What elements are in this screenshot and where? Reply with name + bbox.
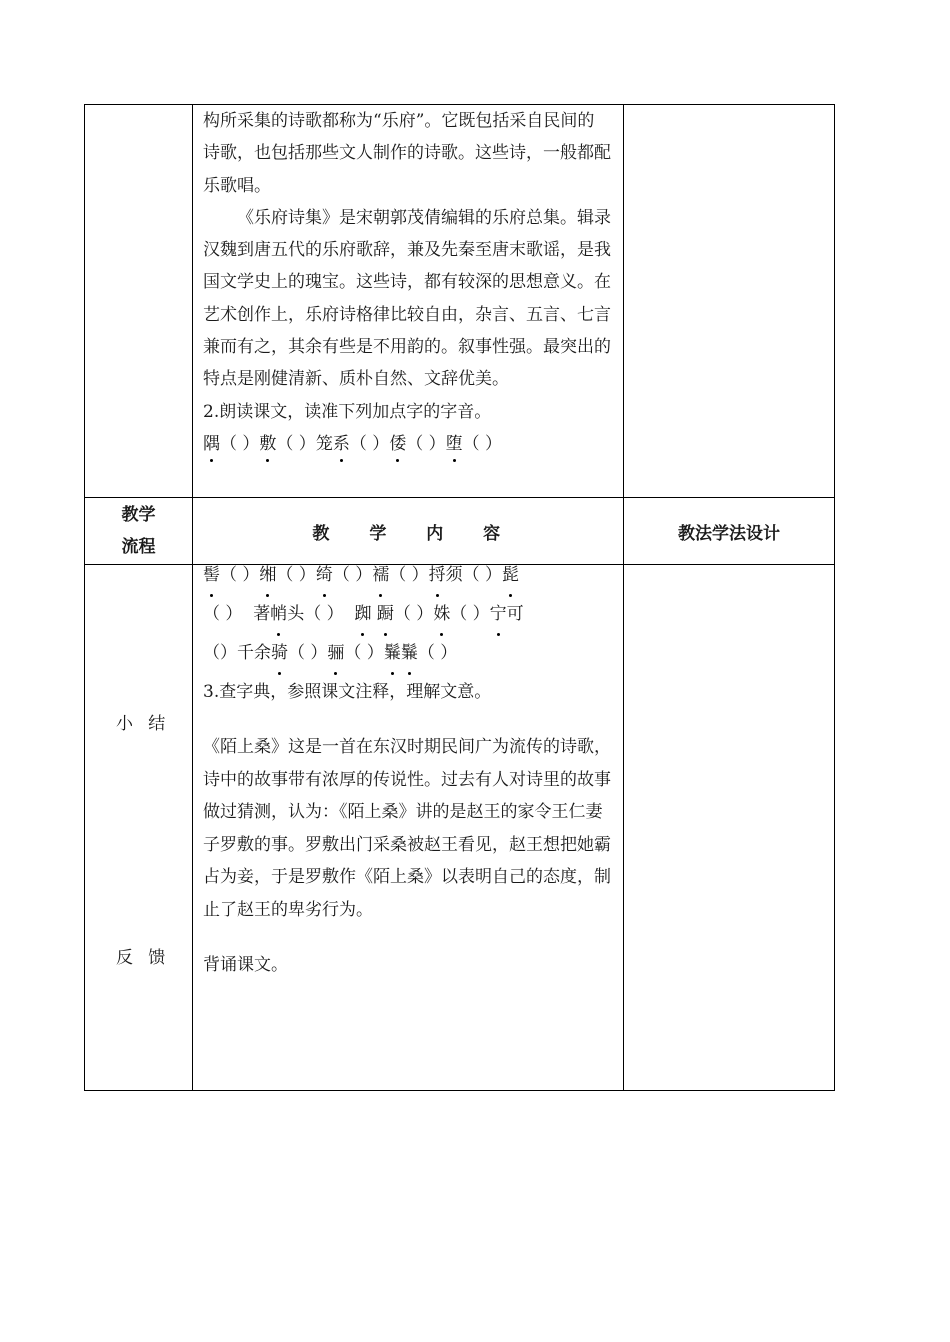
task-3-instruction: 3.查字典，参照课文注释，理解文意。 — [203, 682, 492, 702]
method-cell-bottom — [624, 565, 835, 1091]
dotted-char: 踟 — [354, 595, 371, 634]
pronunciation-line-1 — [203, 428, 611, 460]
summary-label: 小结 — [116, 714, 181, 734]
dotted-char: 髭 — [502, 556, 519, 595]
header-teaching-flow — [85, 498, 193, 565]
dotted-char: 帩 — [270, 595, 287, 634]
answer-blank: （ ） — [462, 565, 503, 585]
answer-blank: （ ） — [450, 604, 490, 624]
header-row — [85, 498, 835, 565]
dotted-char: 骑 — [271, 634, 288, 673]
header-teaching-flow-label: 教学流程 — [121, 505, 156, 557]
pronunciation-line-2 — [203, 556, 611, 595]
plain-char: 头 — [287, 604, 305, 624]
plain-char: 著 — [253, 604, 271, 624]
dotted-char: 襦 — [372, 556, 389, 595]
answer-blank: （ ） — [389, 565, 429, 585]
content-cell-top — [193, 105, 624, 498]
pronunciation-line-3 — [203, 595, 611, 634]
plain-char: （）千余 — [203, 643, 271, 663]
spacer — [203, 926, 611, 946]
header-teaching-content — [193, 498, 624, 565]
answer-blank: （ ） — [276, 565, 316, 585]
header-method-design-label: 教法学法设计 — [678, 523, 780, 544]
answer-blank: （ ） — [393, 604, 434, 624]
dotted-char: 绮 — [316, 556, 333, 595]
answer-blank: （ ） — [276, 433, 316, 454]
plain-char: 须 — [445, 565, 463, 585]
dotted-char: 鬑 — [401, 634, 418, 673]
dotted-char: 宁 — [490, 595, 507, 634]
dotted-char: 隅 — [203, 428, 220, 460]
poem-introduction: 《陌上桑》这是一首在东汉时期民间广为流传的诗歌，诗中的故事带有浓厚的传说性。过去有人对诗里的故事做过猜测，认为：《陌上桑》讲的是赵王的家令王仁妻子罗敷的事。罗敷出门采桑被赵王看见，赵王想把她霸占为妾，于是罗敷作《陌上桑》以表明自己的态度，制止了赵王的卑劣行为。 — [203, 737, 611, 920]
answer-blank: （ ） — [406, 433, 446, 454]
dotted-char: 堕 — [446, 428, 463, 460]
method-cell-top — [624, 105, 835, 498]
answer-blank: （ ） — [288, 643, 328, 663]
answer-blank: （ ） — [332, 565, 373, 585]
plain-char: 可 — [506, 604, 524, 624]
lesson-plan-table — [84, 104, 835, 1091]
answer-blank: （ ） — [304, 604, 344, 624]
answer-blank: （ ） — [220, 565, 260, 585]
paragraph-yuefu-collection: 《乐府诗集》是宋朝郭茂倩编辑的乐府总集。辑录汉魏到唐五代的乐府歌辞，兼及先秦至唐末歌谣，是我国文学史上的瑰宝。这些诗，都有较深的思想意义。在艺术创作上，乐府诗格律比较自由，杂言、五言、七言兼而有之，其余有些是不用韵的。叙事性强。最突出的特点是刚健清新、质朴自然、文辞优美。 — [203, 207, 611, 390]
dotted-char: 姝 — [433, 595, 450, 634]
dotted-char: 缃 — [259, 556, 276, 595]
answer-blank: （ ） — [349, 433, 390, 454]
dotted-char: 系 — [333, 428, 350, 460]
pronunciation-line-4 — [203, 634, 611, 673]
dotted-char: 敷 — [259, 428, 276, 460]
feedback-label: 反馈 — [116, 948, 181, 968]
header-teaching-content-label: 教 学 内 容 — [312, 523, 504, 544]
flow-cell-bottom — [85, 565, 193, 1091]
answer-blank: （ ） — [203, 604, 243, 624]
content-cell-bottom — [193, 565, 624, 1091]
dotted-char: 髻 — [203, 556, 220, 595]
recite-instruction: 背诵课文。 — [203, 955, 288, 975]
dotted-char: 鬑 — [384, 634, 401, 673]
task-2-instruction: 2.朗读课文，读准下列加点字的字音。 — [203, 401, 492, 422]
paragraph-yuefu-definition: 构所采集的诗歌都称为“乐府”。它既包括采自民间的诗歌，也包括那些文人制作的诗歌。这些诗，一般都配乐歌唱。 — [203, 111, 611, 196]
flow-cell-top — [85, 105, 193, 498]
header-method-design — [624, 498, 835, 565]
dotted-char: 倭 — [389, 428, 406, 460]
dotted-char: 捋 — [429, 556, 446, 595]
answer-blank: （ ） — [462, 433, 503, 454]
spacer — [203, 712, 611, 731]
dotted-char: 蹰 — [377, 595, 394, 634]
main-content-row — [85, 565, 835, 1091]
plain-char: 笼 — [315, 433, 333, 454]
answer-blank: （ ） — [344, 643, 384, 663]
answer-blank: （ ） — [417, 643, 458, 663]
answer-blank: （ ） — [220, 433, 260, 454]
continued-content-row — [85, 105, 835, 498]
dotted-char: 骊 — [327, 634, 344, 673]
